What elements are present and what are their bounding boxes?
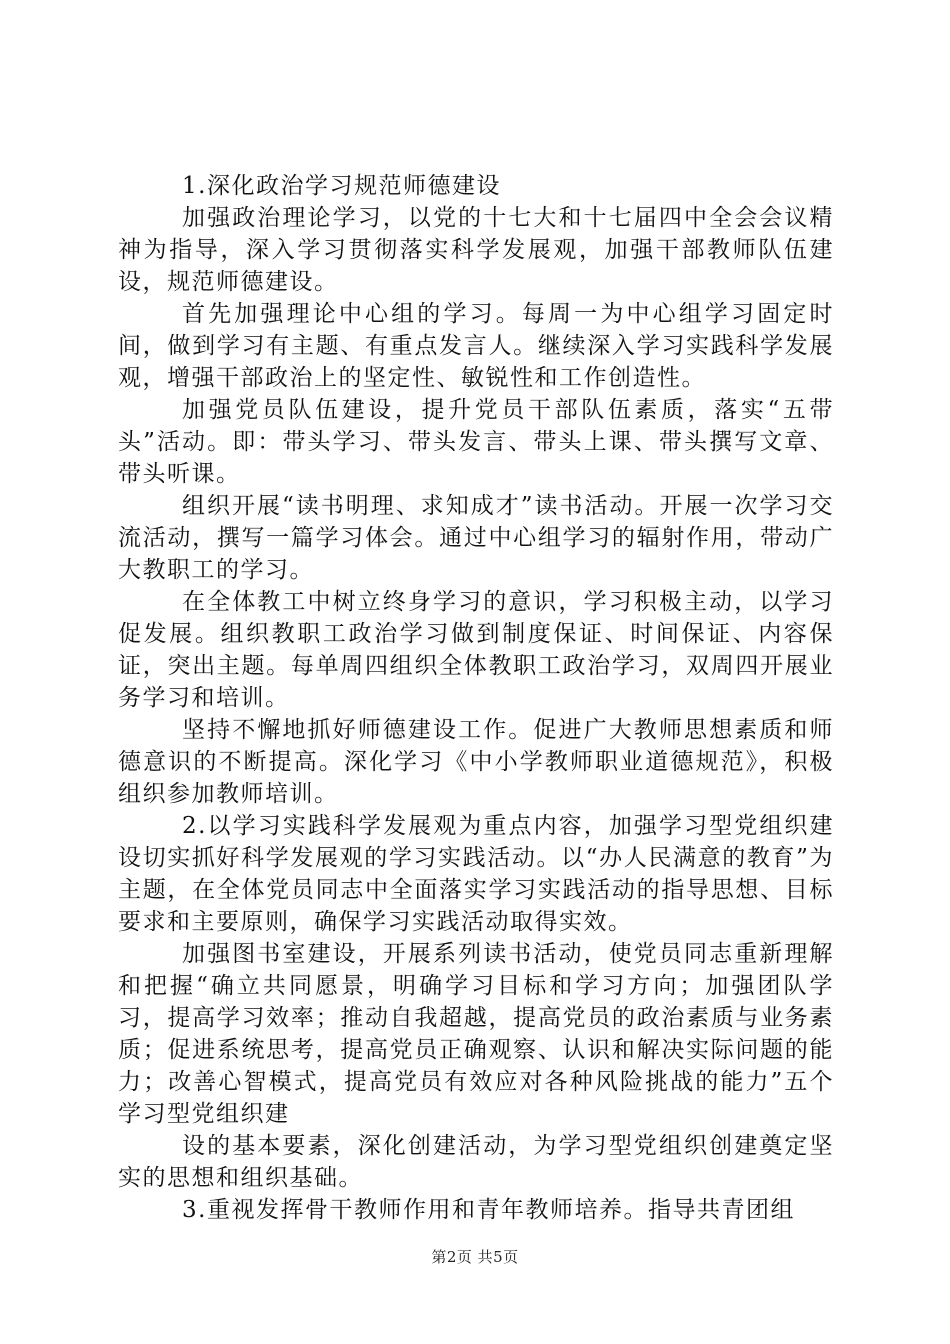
paragraph: 坚持不懈地抓好师德建设工作。促进广大教师思想素质和师德意识的不断提高。深化学习《中小学教师职业道德规范》，积极组织参加教师培训。 xyxy=(118,717,834,807)
paragraph: 首先加强理论中心组的学习。每周一为中心组学习固定时间，做到学习有主题、有重点发言人。继续深入学习实践科学发展观，增强干部政治上的坚定性、敏锐性和工作创造性。 xyxy=(118,301,834,391)
paragraph: 加强党员队伍建设，提升党员干部队伍素质，落实“五带头”活动。即：带头学习、带头发言、带头上课、带头撰写文章、带头听课。 xyxy=(118,397,834,487)
page-number-footer: 第2页 共5页 xyxy=(431,1248,519,1266)
paragraph: 在全体教工中树立终身学习的意识，学习积极主动，以学习促发展。组织教职工政治学习做到制度保证、时间保证、内容保证，突出主题。每单周四组织全体教职工政治学习，双周四开展业务学习和培训。 xyxy=(118,589,834,711)
document-body xyxy=(118,170,834,1226)
paragraph: 加强政治理论学习，以党的十七大和十七届四中全会会议精神为指导，深入学习贯彻落实科学发展观，加强干部教师队伍建设，规范师德建设。 xyxy=(118,205,834,295)
section-paragraph-3: 3.重视发挥骨干教师作用和青年教师培养。指导共青团组 xyxy=(182,1197,795,1223)
section-heading-1: 1.深化政治学习规范师德建设 xyxy=(182,173,501,199)
paragraph: 设的基本要素，深化创建活动，为学习型党组织创建奠定坚实的思想和组织基础。 xyxy=(118,1133,834,1191)
paragraph: 组织开展“读书明理、求知成才”读书活动。开展一次学习交流活动，撰写一篇学习体会。通过中心组学习的辐射作用，带动广大教职工的学习。 xyxy=(118,493,834,583)
section-paragraph-2: 2.以学习实践科学发展观为重点内容，加强学习型党组织建设切实抓好科学发展观的学习实践活动。以“办人民满意的教育”为主题，在全体党员同志中全面落实学习实践活动的指导思想、目标要求和主要原则，确保学习实践活动取得实效。 xyxy=(118,813,834,935)
paragraph: 加强图书室建设，开展系列读书活动，使党员同志重新理解和把握“确立共同愿景，明确学习目标和学习方向；加强团队学习，提高学习效率；推动自我超越，提高党员的政治素质与业务素质；促进系统思考，提高党员正确观察、认识和解决实际问题的能力；改善心智模式，提高党员有效应对各种风险挑战的能力”五个学习型党组织建 xyxy=(118,941,834,1127)
